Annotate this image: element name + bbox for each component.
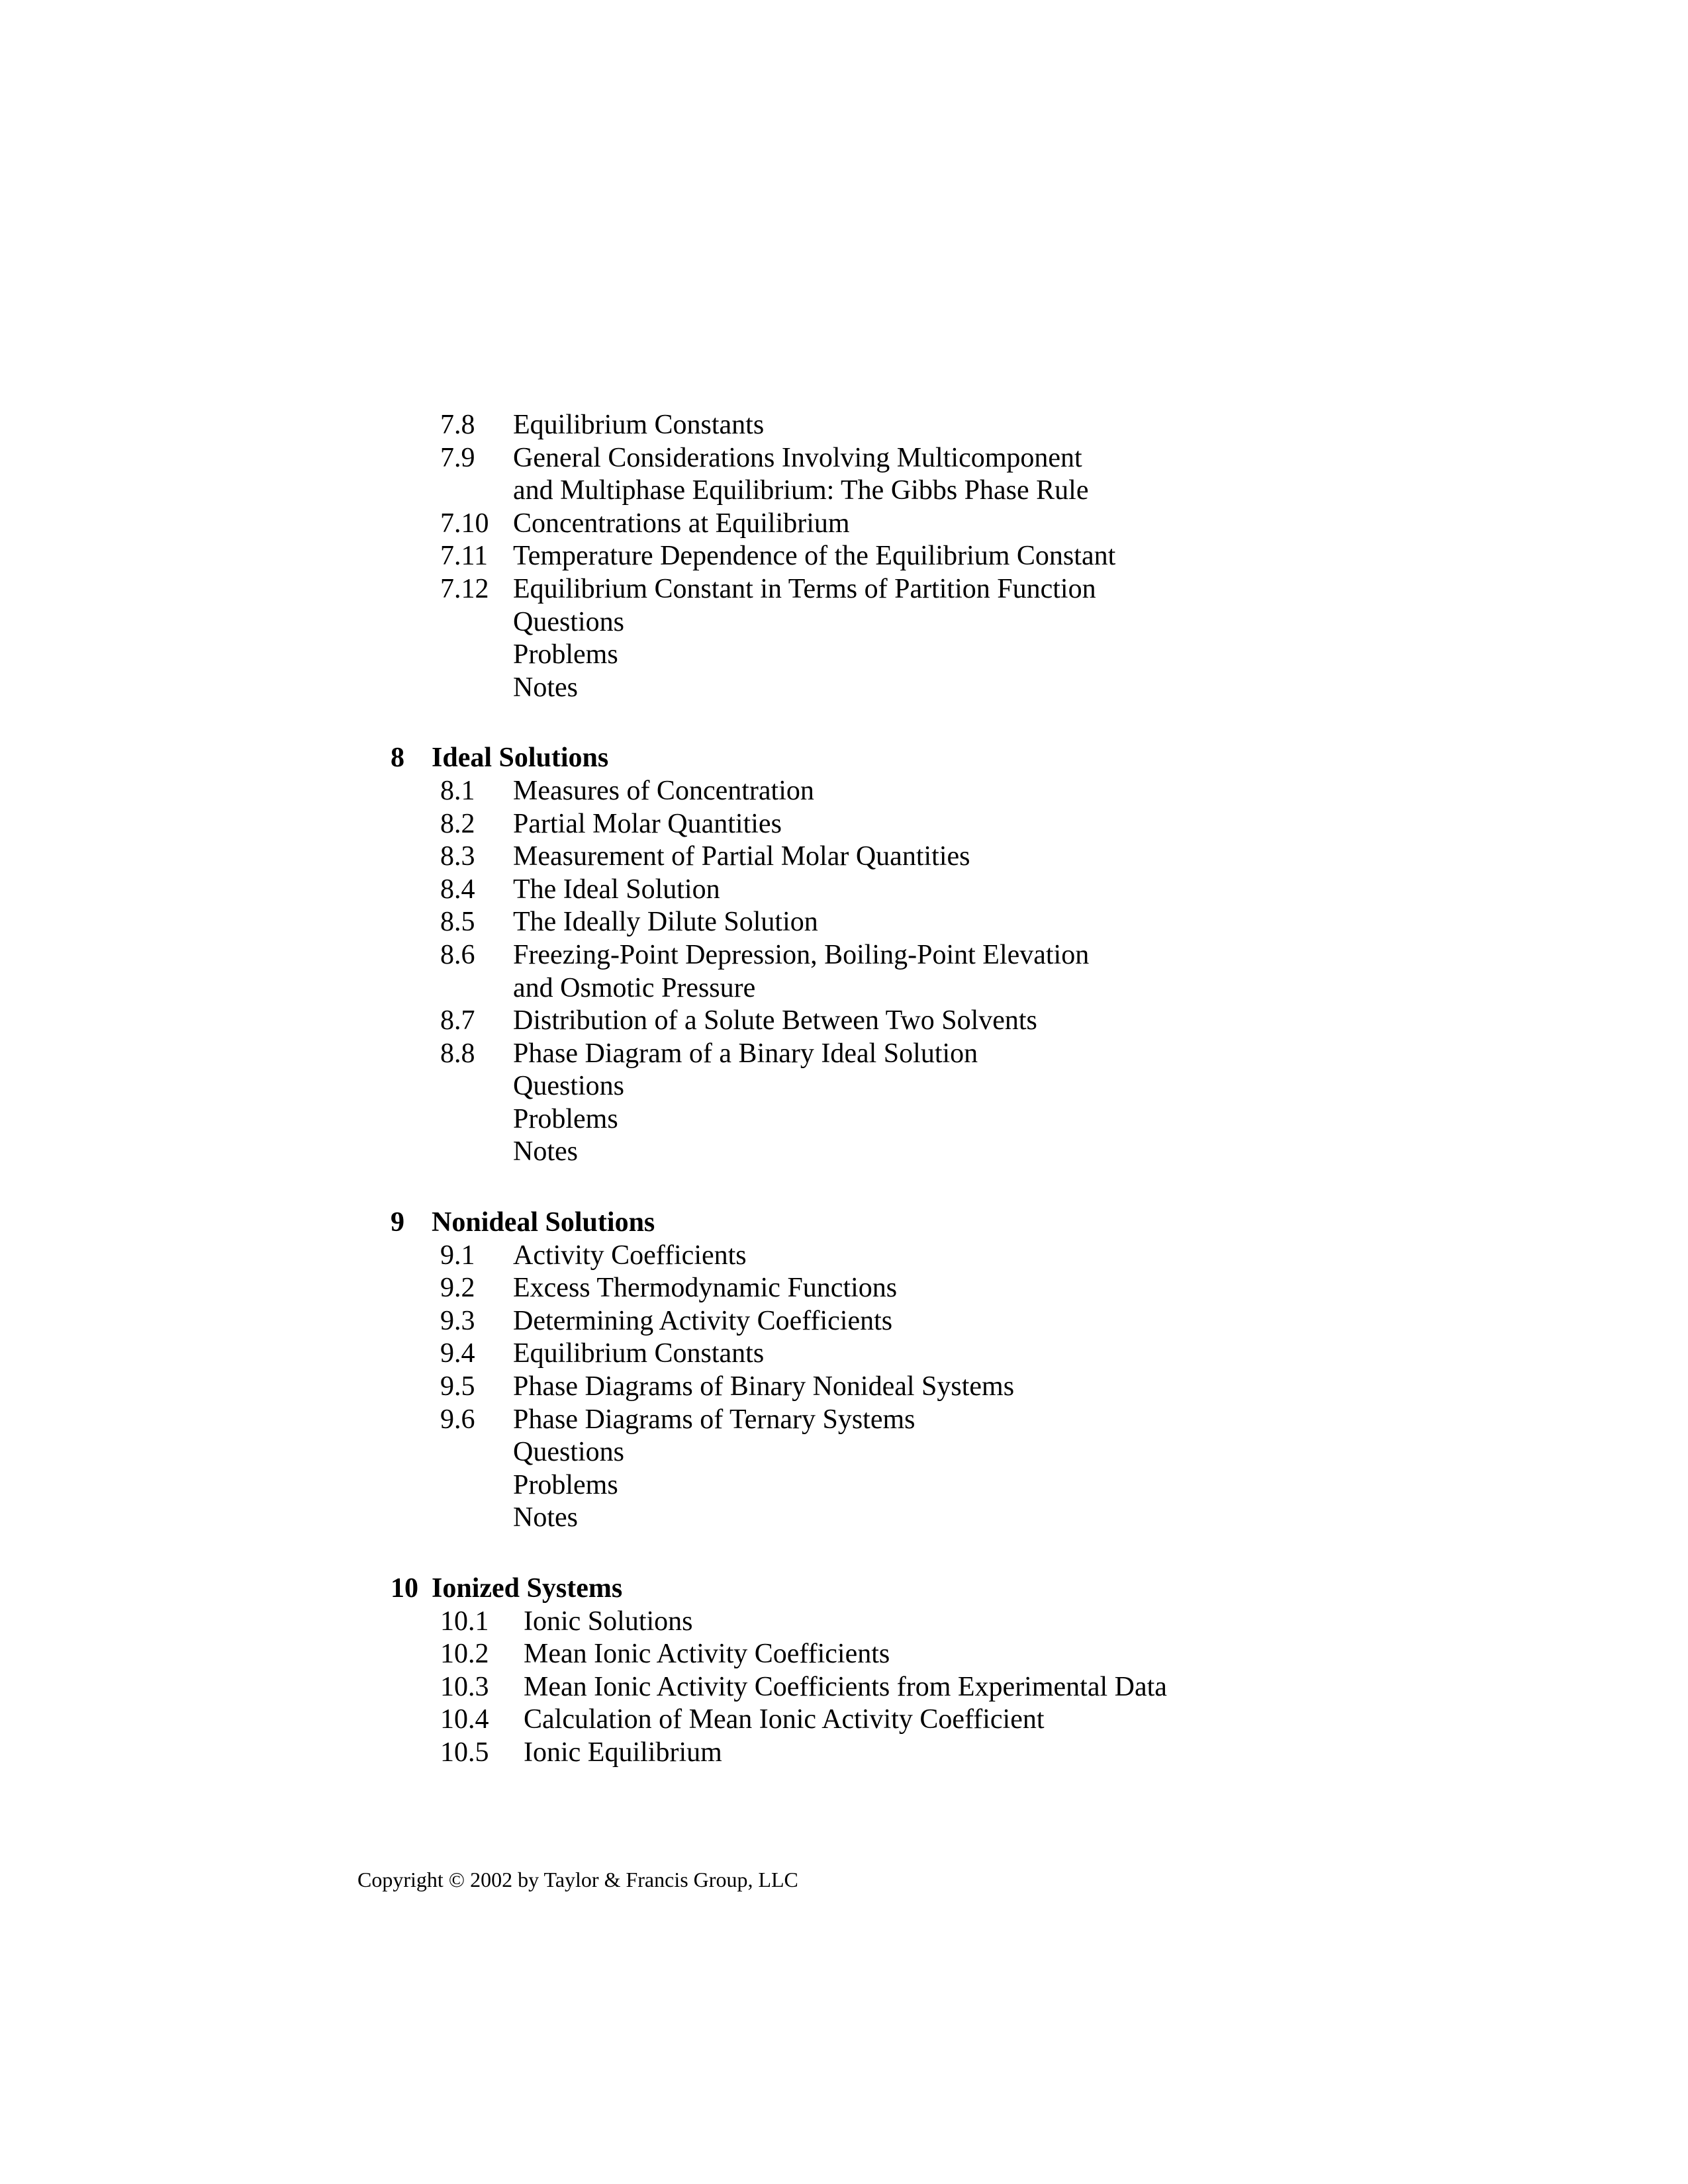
toc-entry xyxy=(391,1404,1317,1437)
section-title: Phase Diagrams of Binary Nonideal Systems xyxy=(513,1371,1015,1402)
toc-extra: Notes xyxy=(513,672,578,703)
section-title: Equilibrium Constants xyxy=(513,1338,765,1369)
toc-entry xyxy=(391,1005,1317,1038)
chapter-number: 8 xyxy=(391,743,404,774)
section-title: General Considerations Involving Multicomponent and Multiphase Equilibrium: The Gibbs Phase Rule xyxy=(513,442,1089,506)
chapter-heading xyxy=(391,742,1317,775)
toc-extra: Notes xyxy=(513,1502,578,1533)
toc-extra: Questions xyxy=(513,606,624,637)
section-number: 8.2 xyxy=(440,808,475,839)
toc-entry xyxy=(391,1638,1317,1671)
section-number: 9.1 xyxy=(440,1240,475,1271)
section-number: 9.4 xyxy=(440,1338,475,1369)
section-number: 7.12 xyxy=(440,573,489,604)
section-title: Equilibrium Constant in Terms of Partition Function xyxy=(513,573,1096,604)
section-title: Mean Ionic Activity Coefficients from Experimental Data xyxy=(524,1671,1167,1702)
toc-entry xyxy=(391,939,1317,1005)
toc-entry xyxy=(391,874,1317,907)
section-title: Calculation of Mean Ionic Activity Coefficient xyxy=(524,1704,1045,1735)
section-number: 8.7 xyxy=(440,1005,475,1036)
chapter-heading xyxy=(391,1206,1317,1240)
section-number: 7.11 xyxy=(440,541,488,572)
chapter-title: Ionized Systems xyxy=(432,1573,623,1604)
toc-extra: Problems xyxy=(513,639,618,670)
section-title: Measures of Concentration xyxy=(513,775,814,806)
section-number: 8.6 xyxy=(440,939,475,970)
section-number: 9.2 xyxy=(440,1273,475,1304)
chapter-number: 9 xyxy=(391,1207,404,1238)
toc-entry xyxy=(391,1338,1317,1371)
section-number: 9.3 xyxy=(440,1305,475,1336)
section-number: 8.8 xyxy=(440,1038,475,1069)
chapter-10-sections xyxy=(391,1606,1317,1770)
section-title: Phase Diagram of a Binary Ideal Solution xyxy=(513,1038,978,1069)
section-number: 7.10 xyxy=(440,508,489,539)
copyright-notice: Copyright © 2002 by Taylor & Francis Group, LLC xyxy=(357,1868,798,1891)
table-of-contents xyxy=(391,409,1317,1770)
toc-extra: Questions xyxy=(513,1437,624,1468)
section-number: 9.6 xyxy=(440,1404,475,1435)
section-number: 8.3 xyxy=(440,841,475,872)
section-title: Phase Diagrams of Ternary Systems xyxy=(513,1404,915,1435)
toc-extra: Notes xyxy=(513,1136,578,1167)
section-number: 8.5 xyxy=(440,907,475,938)
section-title: Concentrations at Equilibrium xyxy=(513,508,850,539)
section-title: Freezing-Point Depression, Boiling-Point Elevation and Osmotic Pressure xyxy=(513,939,1090,1003)
section-title: Excess Thermodynamic Functions xyxy=(513,1273,898,1304)
section-title: Activity Coefficients xyxy=(513,1240,747,1271)
section-number: 10.5 xyxy=(440,1737,489,1768)
toc-entry xyxy=(391,508,1317,541)
section-number: 7.8 xyxy=(440,410,475,440)
section-number: 10.2 xyxy=(440,1639,489,1670)
section-title: Partial Molar Quantities xyxy=(513,808,782,839)
chapter-8-sections xyxy=(391,775,1317,1169)
chapter-7-sections xyxy=(391,409,1317,704)
toc-entry xyxy=(391,1305,1317,1338)
chapter-title: Ideal Solutions xyxy=(432,743,609,774)
section-number: 10.4 xyxy=(440,1704,489,1735)
toc-entry xyxy=(391,1240,1317,1273)
toc-entry xyxy=(391,1671,1317,1704)
section-title: Ionic Equilibrium xyxy=(524,1737,722,1768)
toc-entry xyxy=(391,808,1317,841)
section-title: The Ideally Dilute Solution xyxy=(513,907,818,938)
chapter-number: 10 xyxy=(391,1573,418,1604)
toc-entry xyxy=(391,1272,1317,1305)
section-title: Distribution of a Solute Between Two Solvents xyxy=(513,1005,1037,1036)
section-number: 8.1 xyxy=(440,775,475,806)
section-number: 7.9 xyxy=(440,442,475,473)
toc-entry xyxy=(391,841,1317,874)
toc-extra: Problems xyxy=(513,1469,618,1500)
section-number: 9.5 xyxy=(440,1371,475,1402)
toc-extra: Questions xyxy=(513,1071,624,1102)
toc-entry xyxy=(391,1704,1317,1737)
toc-entry xyxy=(391,540,1317,573)
section-title: Determining Activity Coefficients xyxy=(513,1305,893,1336)
section-number: 8.4 xyxy=(440,874,475,905)
toc-entry xyxy=(391,1371,1317,1404)
chapter-title: Nonideal Solutions xyxy=(432,1207,655,1238)
section-title: The Ideal Solution xyxy=(513,874,720,905)
toc-entry xyxy=(391,409,1317,442)
toc-entry xyxy=(391,1606,1317,1639)
section-number: 10.1 xyxy=(440,1606,489,1637)
toc-entry xyxy=(391,1737,1317,1770)
section-title: Ionic Solutions xyxy=(524,1606,693,1637)
section-title: Equilibrium Constants xyxy=(513,410,765,440)
section-title: Temperature Dependence of the Equilibrium Constant xyxy=(513,541,1116,572)
section-title: Measurement of Partial Molar Quantities xyxy=(513,841,970,872)
section-title: Mean Ionic Activity Coefficients xyxy=(524,1639,890,1670)
chapter-heading xyxy=(391,1572,1317,1606)
toc-entry xyxy=(391,1038,1317,1071)
toc-entry xyxy=(391,775,1317,808)
chapter-9-sections xyxy=(391,1240,1317,1535)
toc-entry xyxy=(391,442,1317,508)
toc-entry xyxy=(391,573,1317,606)
toc-extra: Problems xyxy=(513,1103,618,1134)
toc-entry xyxy=(391,906,1317,939)
section-number: 10.3 xyxy=(440,1671,489,1702)
